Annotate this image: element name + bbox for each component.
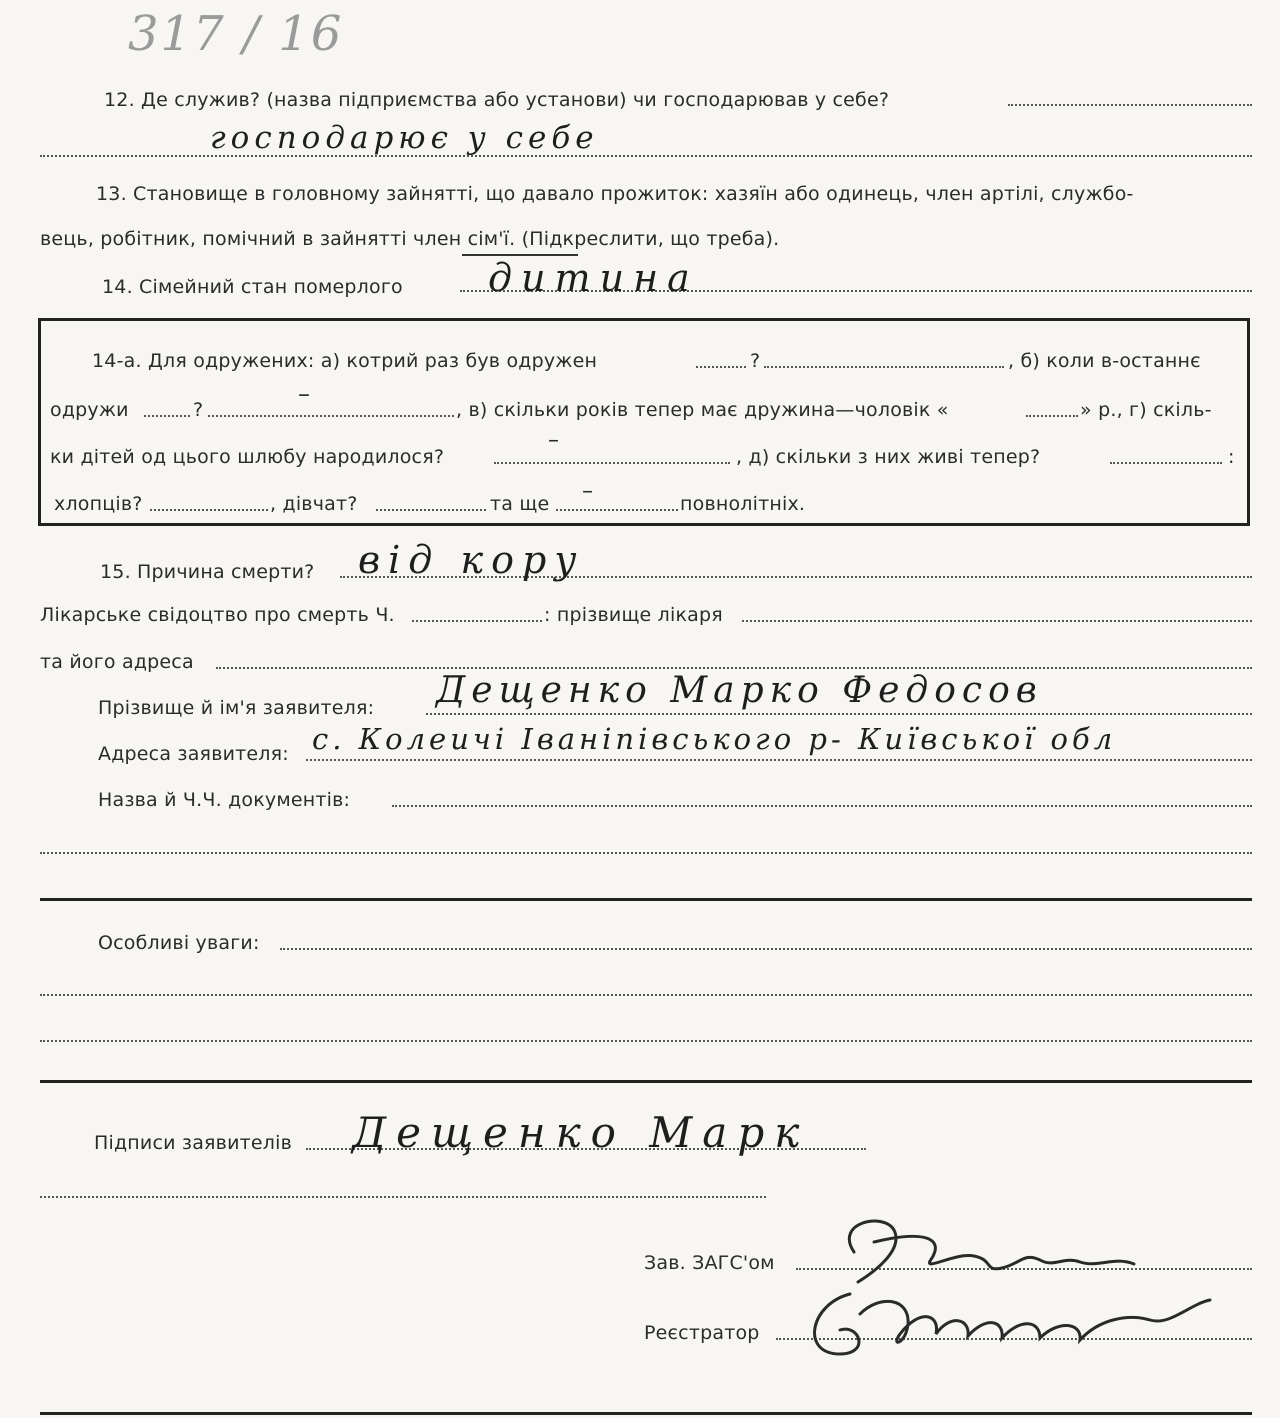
q14a-line4-c: та ще xyxy=(490,493,550,515)
q14a-fill-3 xyxy=(144,415,190,417)
documents-fill-2 xyxy=(40,852,1252,854)
q15-answer: від кору xyxy=(358,538,585,582)
q14a-line3-c: : xyxy=(1228,446,1235,468)
q12-fill-line-2 xyxy=(40,155,1252,157)
applicant-name-label: Прізвище й ім'я заявителя: xyxy=(98,697,375,719)
q12-answer: господарює у себе xyxy=(210,120,599,156)
applicant-signatures-label: Підписи заявителів xyxy=(94,1132,293,1154)
q14a-fill-8 xyxy=(150,509,268,511)
q14a-line1-a: 14-а. Для одружених: а) котрий раз був одружен xyxy=(92,350,598,372)
documents-fill xyxy=(392,805,1252,807)
q14a-line4-b: , дівчат? xyxy=(270,493,358,515)
registrar-label: Реєстратор xyxy=(644,1322,760,1344)
bottom-divider xyxy=(40,1412,1252,1415)
doctor-address-fill xyxy=(216,667,1252,669)
q14a-line4-a: хлопців? xyxy=(54,493,143,515)
applicant-name-value: Дещенко Марко Федосов xyxy=(436,670,1043,711)
archive-pencil-mark: 317 / 16 xyxy=(128,6,344,62)
documents-label: Назва й Ч.Ч. документів: xyxy=(98,789,351,811)
q14a-line1-c: , б) коли в-останнє xyxy=(1008,350,1201,372)
doctor-name-label: : прізвище лікаря xyxy=(544,604,723,626)
q14a-line2-c: , в) скільки років тепер має дружина—чоловік « xyxy=(456,399,949,421)
q14a-fill-7 xyxy=(1110,462,1222,464)
q12-fill-line xyxy=(1008,104,1252,106)
applicant-address-value: с. Колеичі Іваніпівського р- Київської обл xyxy=(312,722,1117,756)
q14a-fill-1 xyxy=(696,366,746,368)
q14a-line1-b: ? xyxy=(750,350,761,372)
q14a-dash-1: – xyxy=(298,380,311,408)
q14a-fill-9 xyxy=(376,509,486,511)
q14a-fill-10 xyxy=(556,509,678,511)
q14-answer: дитина xyxy=(488,256,699,300)
q13-line1: 13. Становище в головному зайнятті, що давало прожиток: хазяїн або одинець, член артілі, службо- xyxy=(96,183,1134,205)
q14a-dash-3: – xyxy=(582,479,594,504)
q14a-fill-2 xyxy=(764,366,1004,368)
notes-fill-2 xyxy=(40,994,1252,996)
notes-label: Особливі уваги: xyxy=(98,932,260,954)
q15-label: 15. Причина смерти? xyxy=(100,561,315,583)
q14a-line2-b: ? xyxy=(193,399,204,421)
q14a-line3-b: , д) скільки з них живі тепер? xyxy=(736,446,1041,468)
medical-certificate-fill xyxy=(412,620,542,622)
notes-fill-1 xyxy=(280,948,1252,950)
applicant-signature: Дещенко Марк xyxy=(352,1108,810,1157)
q14a-fill-5 xyxy=(1026,415,1078,417)
q12-label: 12. Де служив? (назва підприємства або установи) чи господарював у себе? xyxy=(104,89,890,111)
notes-fill-3 xyxy=(40,1040,1252,1042)
q14a-line2-d: » р., г) скіль- xyxy=(1080,399,1212,421)
q14-label: 14. Сімейний стан померлого xyxy=(102,276,403,298)
q14a-line4-d: повнолітніх. xyxy=(680,493,806,515)
applicant-name-fill xyxy=(426,713,1252,715)
registrar-signature xyxy=(790,1274,1250,1374)
section-divider-1 xyxy=(40,898,1252,901)
q14a-line3-a: ки дітей од цього шлюбу народилося? xyxy=(50,446,445,468)
applicant-address-label: Адреса заявителя: xyxy=(98,743,289,765)
section-divider-2 xyxy=(40,1080,1252,1083)
q14a-dash-2: – xyxy=(548,428,560,453)
doctor-address-label: та його адреса xyxy=(40,651,194,673)
medical-certificate-label: Лікарське свідоцтво про смерть Ч. xyxy=(40,604,395,626)
applicant-signatures-fill-2 xyxy=(40,1196,766,1198)
q14a-fill-6 xyxy=(494,462,730,464)
head-of-registry-label: Зав. ЗАГС'ом xyxy=(644,1252,775,1274)
doctor-name-fill xyxy=(742,620,1252,622)
q14a-line2-a: одружи xyxy=(50,399,129,421)
q13-line2: вець, робітник, помічний в зайнятті член сім'ї. (Підкреслити, що треба). xyxy=(40,228,780,250)
q14a-fill-4 xyxy=(208,415,454,417)
applicant-address-fill xyxy=(306,759,1252,761)
